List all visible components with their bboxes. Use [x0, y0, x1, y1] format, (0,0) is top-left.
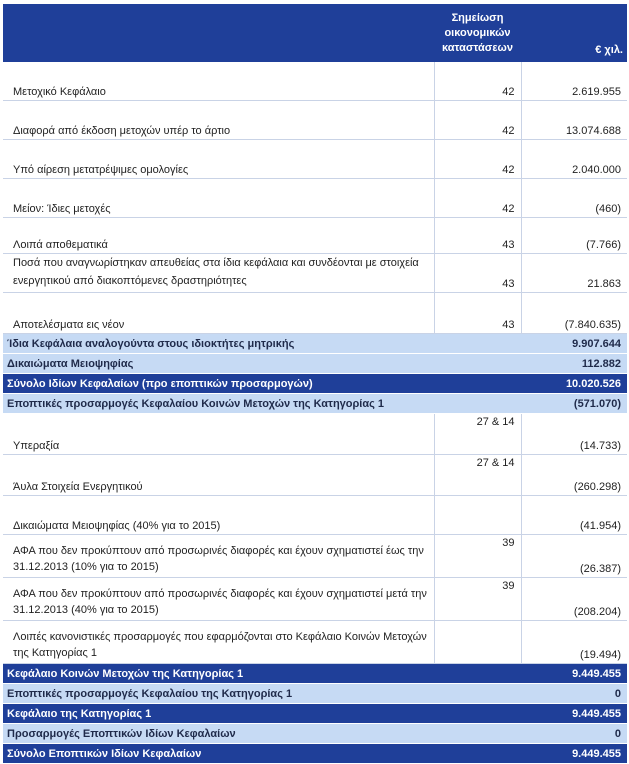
header-unit: € χιλ.: [521, 4, 627, 62]
header-note: Σημείωση οικονομικών καταστάσεων: [434, 4, 521, 62]
total-row: Κεφάλαιο της Κατηγορίας 1 9.449.455: [3, 704, 627, 724]
header-blank: [3, 4, 434, 62]
table-row: Δικαιώματα Μειοψηφίας (40% για το 2015) (41.954): [3, 496, 627, 535]
table-row: Ποσά που αναγνωρίστηκαν απευθείας στα ίδια κεφάλαια και συνδέονται με στοιχεία ενεργητικού από διακοπτόμενες δραστηριότητες 43 21.863: [3, 254, 627, 293]
table-row: Λοιπά αποθεματικά 43 (7.766): [3, 218, 627, 254]
subtotal-row: Δικαιώματα Μειοψηφίας 112.882: [3, 354, 627, 374]
regulatory-capital-table: [3, 4, 627, 764]
table-row: Αποτελέσματα εις νέον 43 (7.840.635): [3, 293, 627, 334]
table-row: Διαφορά από έκδοση μετοχών υπέρ το άρτιο 42 13.074.688: [3, 101, 627, 140]
table-row: Λοιπές κανονιστικές προσαρμογές που εφαρμόζονται στο Κεφάλαιο Κοινών Μετοχών της Κατηγορίας 1 (19.494): [3, 621, 627, 664]
subtotal-row: Εποπτικές προσαρμογές Κεφαλαίου της Κατηγορίας 1 0: [3, 684, 627, 704]
total-row: Σύνολο Ιδίων Κεφαλαίων (προ εποπτικών προσαρμογών) 10.020.526: [3, 374, 627, 394]
table-row: Μείον: Ίδιες μετοχές 42 (460): [3, 179, 627, 218]
table-row: Μετοχικό Κεφάλαιο 42 2.619.955: [3, 62, 627, 101]
table-row: ΑΦΑ που δεν προκύπτουν από προσωρινές διαφορές και έχουν σχηματιστεί μετά την 31.12.2013 (40% για το 2015) 39 (208.204): [3, 578, 627, 621]
subtotal-row: Ίδια Κεφάλαια αναλογούντα στους ιδιοκτήτες μητρικής 9.907.644: [3, 334, 627, 354]
subtotal-row: Εποπτικές προσαρμογές Κεφαλαίου Κοινών Μετοχών της Κατηγορίας 1 (571.070): [3, 394, 627, 414]
table-row: ΑΦΑ που δεν προκύπτουν από προσωρινές διαφορές και έχουν σχηματιστεί έως την 31.12.2013 (10% για το 2015) 39 (26.387): [3, 535, 627, 578]
total-row: Κεφάλαιο Κοινών Μετοχών της Κατηγορίας 1 9.449.455: [3, 664, 627, 684]
table-row: Υπεραξία 27 & 14 (14.733): [3, 414, 627, 455]
total-row: Σύνολο Εποπτικών Ιδίων Κεφαλαίων 9.449.455: [3, 744, 627, 764]
table-row: Υπό αίρεση μετατρέψιμες ομολογίες 42 2.040.000: [3, 140, 627, 179]
table-header: [3, 4, 627, 62]
subtotal-row: Προσαρμογές Εποπτικών Ιδίων Κεφαλαίων 0: [3, 724, 627, 744]
table-row: Άυλα Στοιχεία Ενεργητικού 27 & 14 (260.298): [3, 455, 627, 496]
